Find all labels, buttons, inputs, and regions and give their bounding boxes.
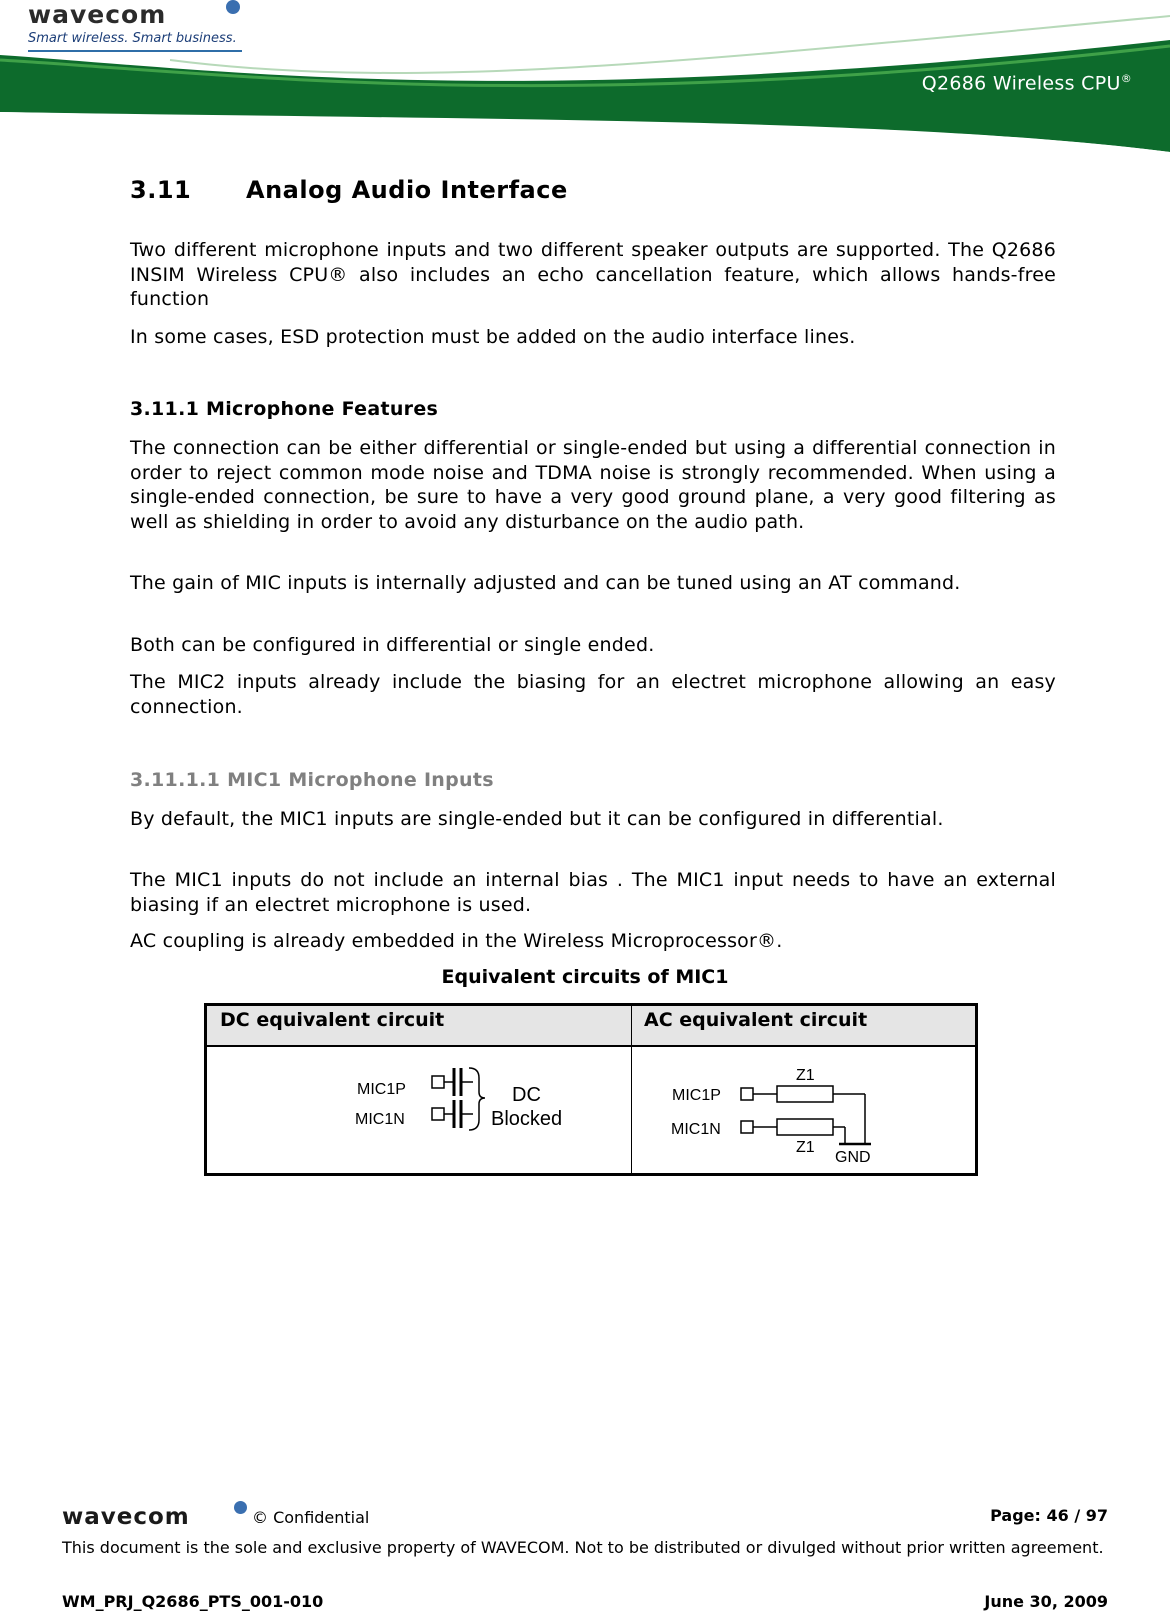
- paragraph: The connection can be either differential or single-ended but using a differential connection in order to reject common mode noise and TDMA noise is strongly recommended. When using a single-ended connection, be sure to have a very good ground plane, a very good filtering as well as shielding in order to avoid any disturbance on the audio path.: [130, 437, 1056, 533]
- paragraph: By default, the MIC1 inputs are single-ended but it can be configured in differential.: [130, 808, 944, 830]
- product-title: Q2686 Wireless CPU®: [921, 72, 1132, 95]
- logo-tagline: Smart wireless. Smart business.: [28, 31, 237, 46]
- ac-circuit-diagram: [632, 1046, 976, 1174]
- ac-column-header: AC equivalent circuit: [644, 1009, 868, 1031]
- ac-gnd-label: GND: [835, 1149, 871, 1166]
- paragraph: In some cases, ESD protection must be added on the audio interface lines.: [130, 326, 856, 348]
- table-caption: Equivalent circuits of MIC1: [441, 966, 729, 988]
- subsubsection-heading: 3.11.1.1 MIC1 Microphone Inputs: [130, 769, 494, 791]
- paragraph: AC coupling is already embedded in the Wireless Microprocessor®.: [130, 930, 783, 952]
- paragraph: The gain of MIC inputs is internally adjusted and can be tuned using an AT command.: [130, 572, 961, 594]
- paragraph: The MIC2 inputs already include the biasing for an electret microphone allowing an easy connection.: [130, 671, 1056, 718]
- footer-date: June 30, 2009: [984, 1592, 1108, 1611]
- footer-page-number: Page: 46 / 97: [990, 1506, 1108, 1525]
- footer-logo-mark-icon: [234, 1501, 247, 1514]
- ac-z1-top: Z1: [796, 1067, 815, 1084]
- equivalent-circuits-table: [204, 1003, 978, 1176]
- ac-pin-mic1p: MIC1P: [672, 1087, 721, 1104]
- dc-circuit-diagram: [207, 1046, 631, 1174]
- paragraph: Both can be configured in differential or single ended.: [130, 634, 655, 656]
- ac-z1-bottom: Z1: [796, 1139, 815, 1156]
- subsection-heading: 3.11.1 Microphone Features: [130, 398, 439, 420]
- footer-wavecom-logo: wavecom: [62, 1504, 190, 1530]
- footer-notice: This document is the sole and exclusive property of WAVECOM. Not to be distributed or divulged without prior written agreement.: [62, 1538, 1104, 1557]
- paragraph: The MIC1 inputs do not include an internal bias . The MIC1 input needs to have an external biasing if an electret microphone is used.: [130, 869, 1056, 916]
- dc-pin-mic1n: MIC1N: [355, 1111, 405, 1128]
- footer-doc-ref: WM_PRJ_Q2686_PTS_001-010: [62, 1592, 324, 1611]
- logo-mark-icon: [226, 0, 240, 14]
- paragraph: Two different microphone inputs and two different speaker outputs are supported. The Q2686 INSIM Wireless CPU® also includes an echo cancellation feature, which allows hands-free function: [130, 239, 1056, 310]
- dc-note-line2: Blocked: [491, 1108, 563, 1130]
- section-heading: 3.11 Analog Audio Interface: [130, 176, 568, 204]
- dc-note-line1: DC: [512, 1084, 541, 1106]
- wavecom-logo: wavecom: [28, 0, 167, 29]
- footer-confidential: © Confidential: [252, 1508, 370, 1527]
- ac-pin-mic1n: MIC1N: [671, 1121, 721, 1138]
- logo-underline: [28, 50, 242, 52]
- dc-pin-mic1p: MIC1P: [357, 1081, 406, 1098]
- dc-column-header: DC equivalent circuit: [220, 1009, 445, 1031]
